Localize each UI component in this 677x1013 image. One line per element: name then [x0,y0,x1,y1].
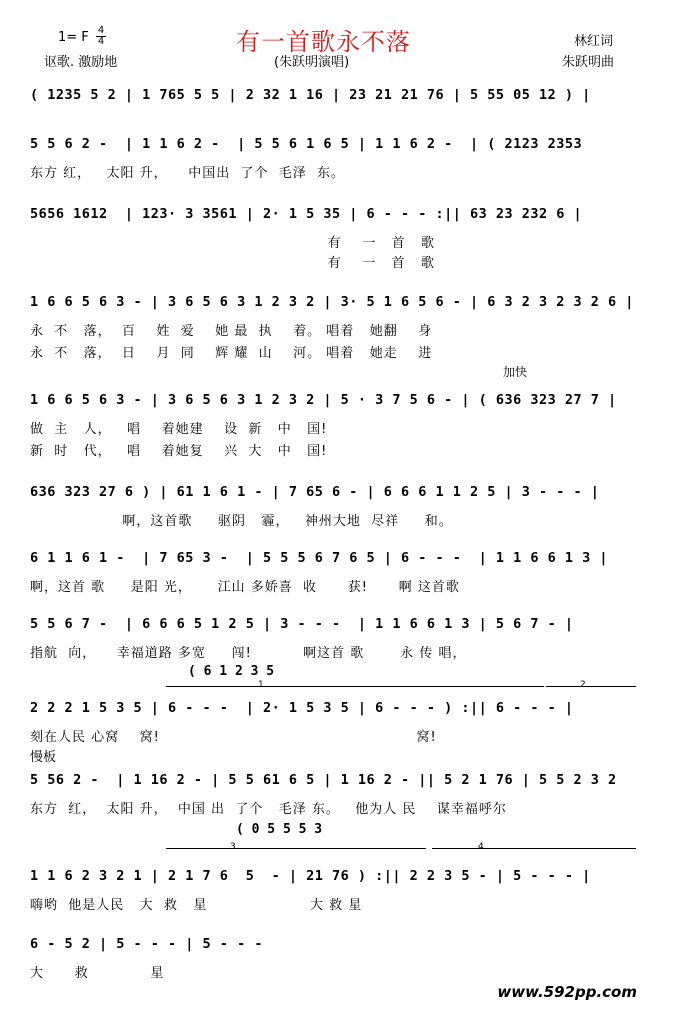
tempo-mark-slow: 慢板 [30,750,57,765]
lyrics-row-2: 东方 红， 太阳 升， 中国出 了个 毛泽 东。 [30,166,345,181]
notation-row-5: 1 6 6 5 6 3 - | 3 6 5 6 3 1 2 3 2 | 5 · 3 7 5 6 - | ( 636 323 27 7 | [30,392,617,408]
site-watermark[interactable]: www.592pp.com [497,983,637,1001]
lyrics-row-3a: 有 一 首 歌 [30,236,435,251]
notation-row-10: 5 56 2 - | 1 16 2 - | 5 5 61 6 5 | 1 16 2 - || 5 2 1 76 | 5 5 2 3 2 [30,772,617,788]
notation-row-9: 2 2 2 1 5 3 5 | 6 - - - | 2· 1 5 3 5 | 6 - - - ) :|| 6 - - - | [30,700,574,716]
lyrics-row-6: 啊，这首歌 驱阴 霾， 神州大地 尽祥 和。 [30,514,453,529]
notation-row-8: 5 5 6 7 - | 6 6 6 5 1 2 5 | 3 - - - | 1 1 6 6 1 3 | 5 6 7 - | [30,616,574,632]
time-signature [96,26,106,47]
notation-row-2: 5 5 6 2 - | 1 1 6 2 - | 5 5 6 1 6 5 | 1 1 6 2 - | ( 2123 2353 [30,136,583,152]
performer-label: (朱跃明演唱) [274,55,350,70]
lyrics-row-12: 大 救 星 [30,966,165,981]
lyrics-row-4b: 永 不 落， 日 月 同 辉 耀 山 河。 唱着 她走 进 [30,346,433,361]
notation-row-7: 6 1 1 6 1 - | 7 65 3 - | 5 5 5 6 7 6 5 | 6 - - - | 1 1 6 6 1 3 | [30,550,609,566]
lyrics-row-8: 指航 向， 幸福道路 多宽 闯! 啊这首 歌 永 传 唱， [30,646,467,661]
notation-row-1: ( 1235 5 2 | 1 765 5 5 | 2 32 1 16 | 23 21 21 76 | 5 55 05 12 ) | [30,87,591,103]
lyricist-label: 林红词 [574,34,614,49]
tempo-mark-faster: 加快 [503,365,528,379]
time-sig-top: 4 [97,25,105,36]
volta-3 [166,842,426,857]
notation-row-3: 5656 1612 | 123· 3 3561 | 2· 1 5 35 | 6 - - - :|| 63 23 232 6 | [30,206,583,222]
notation-row-4: 1 6 6 5 6 3 - | 3 6 5 6 3 1 2 3 2 | 3· 5 1 6 5 6 - | 6 3 2 3 2 3 2 6 | [30,294,634,310]
lyrics-row-4a: 永 不 落， 百 姓 爱 她 最 执 着。 唱着 她翻 身 [30,324,433,339]
lyrics-row-5b: 新 时 代， 唱 着她复 兴 大 中 国! [30,444,328,459]
genre-label: 讴歌. 激励地 [44,55,118,70]
volta-2 [546,680,636,695]
lyrics-row-7: 啊，这首 歌 是阳 光， 江山 多娇喜 收 获! 啊 这首歌 [30,580,460,595]
key-signature: 1= F [58,30,89,45]
lyrics-row-3b: 有 一 首 歌 [30,256,435,271]
time-sig-bottom: 4 [97,36,105,47]
fill-phrase-2: ( 0 5 5 5 3 [236,822,323,837]
lyrics-row-5a: 做 主 人， 唱 着她建 设 新 中 国! [30,422,328,437]
lyrics-row-9: 刻在人民 心窝 窝! 窝! [30,730,437,745]
composer-label: 朱跃明曲 [562,55,615,70]
volta-1-number: 1 [258,680,264,690]
notation-row-6: 636 323 27 6 ) | 61 1 6 1 - | 7 65 6 - | 6 6 6 1 1 2 5 | 3 - - - | [30,484,600,500]
lyrics-row-10: 东方 红， 太阳 升， 中国 出 了个 毛泽 东。 他为人 民 谋幸福呼尔 [30,802,507,817]
volta-4-number: 4 [478,842,484,852]
volta-4 [432,842,636,857]
volta-1 [166,680,544,695]
fill-phrase-1: ( 6 1 2 3 5 [188,664,275,679]
volta-2-number: 2 [580,680,586,690]
notation-row-12: 6 - 5 2 | 5 - - - | 5 - - - [30,936,272,952]
volta-3-number: 3 [230,842,236,852]
notation-row-11: 1 1 6 2 3 2 1 | 2 1 7 6 5 - | 21 76 ) :|| 2 2 3 5 - | 5 - - - | [30,868,591,884]
song-title: 有一首歌永不落 [236,28,411,56]
lyrics-row-11: 嗨哟 他是人民 大 救 星 大 救 星 [30,898,363,913]
